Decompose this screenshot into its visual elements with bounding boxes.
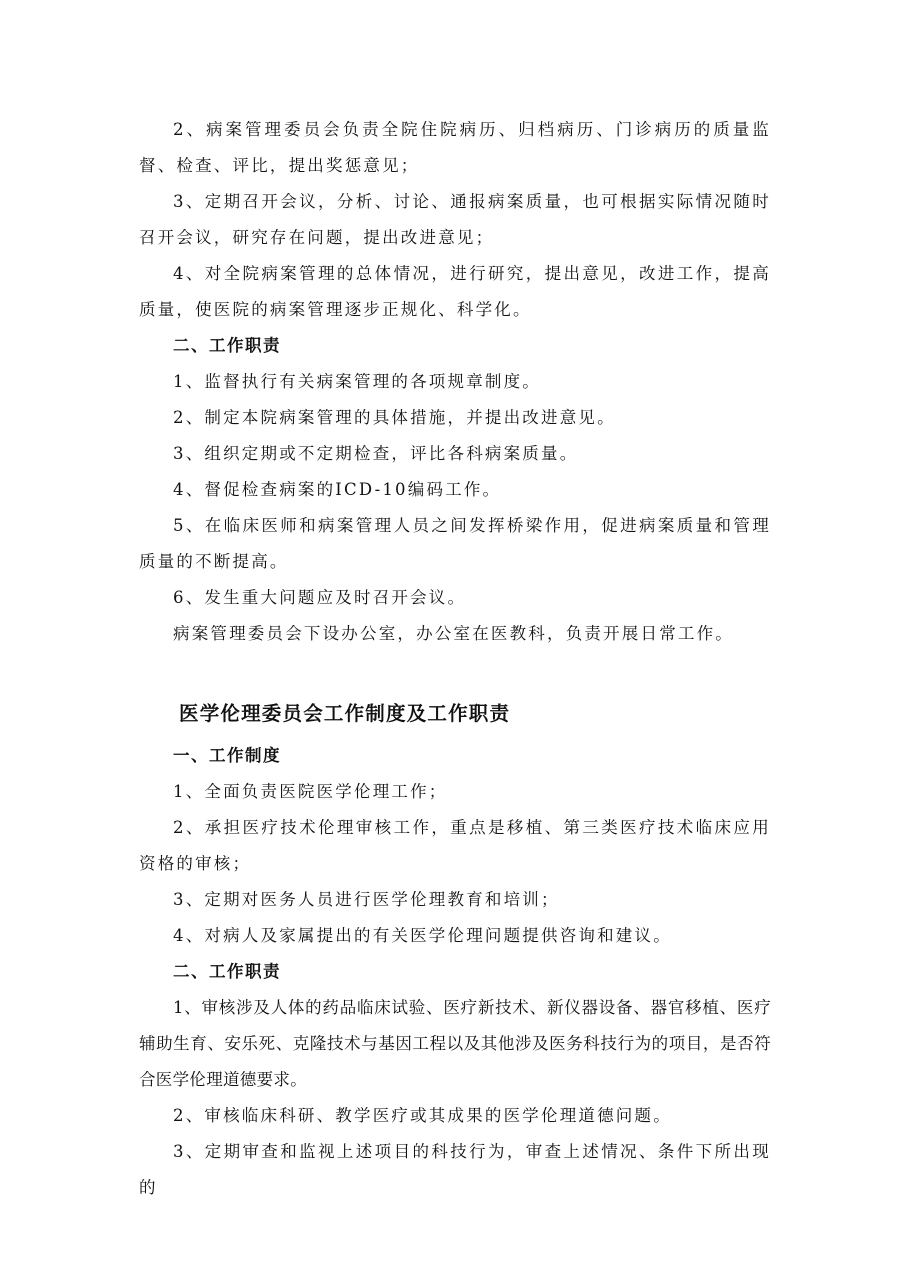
list-item: 1、监督执行有关病案管理的各项规章制度。 — [173, 372, 541, 391]
document-body — [139, 112, 771, 1206]
section-heading: 二、工作职责 — [173, 336, 281, 355]
list-item: 5、在临床医师和病案管理人员之间发挥桥梁作用，促进病案质量和管理质量的不断提高。 — [139, 516, 771, 571]
section-heading: 一、工作制度 — [173, 746, 281, 765]
document-title: 医学伦理委员会工作制度及工作职责 — [179, 702, 511, 725]
list-item: 2、承担医疗技术伦理审核工作，重点是移植、第三类医疗技术临床应用资格的审核； — [139, 818, 771, 873]
list-item: 3、定期审查和监视上述项目的科技行为，审查上述情况、条件下所出现的 — [139, 1142, 771, 1197]
paragraph: 3、定期召开会议，分析、讨论、通报病案质量，也可根据实际情况随时召开会议，研究存在问题，提出改进意见； — [139, 192, 771, 247]
list-item: 2、制定本院病案管理的具体措施，并提出改进意见。 — [173, 408, 616, 427]
list-item: 4、督促检查病案的ICD-10编码工作。 — [173, 480, 502, 499]
paragraph: 2、病案管理委员会负责全院住院病历、归档病历、门诊病历的质量监督、检查、评比，提出奖惩意见； — [139, 120, 771, 175]
list-item: 4、对病人及家属提出的有关医学伦理问题提供咨询和建议。 — [173, 926, 672, 945]
list-item: 2、审核临床科研、教学医疗或其成果的医学伦理道德问题。 — [173, 1106, 672, 1125]
list-item: 6、发生重大问题应及时召开会议。 — [173, 588, 467, 607]
paragraph: 4、对全院病案管理的总体情况，进行研究，提出意见，改进工作，提高质量，使医院的病案管理逐步正规化、科学化。 — [139, 264, 771, 319]
list-item: 1、审核涉及人体的药品临床试验、医疗新技术、新仪器设备、器官移植、医疗辅助生育、安乐死、克隆技术与基因工程以及其他涉及医务科技行为的项目，是否符合医学伦理道德要求。 — [139, 998, 771, 1089]
list-item: 3、组织定期或不定期检查，评比各科病案质量。 — [173, 444, 579, 463]
section-heading: 二、工作职责 — [173, 962, 281, 981]
list-item: 1、全面负责医院医学伦理工作； — [173, 782, 448, 801]
paragraph: 病案管理委员会下设办公室，办公室在医教科，负责开展日常工作。 — [173, 624, 734, 643]
list-item: 3、定期对医务人员进行医学伦理教育和培训； — [173, 890, 560, 909]
